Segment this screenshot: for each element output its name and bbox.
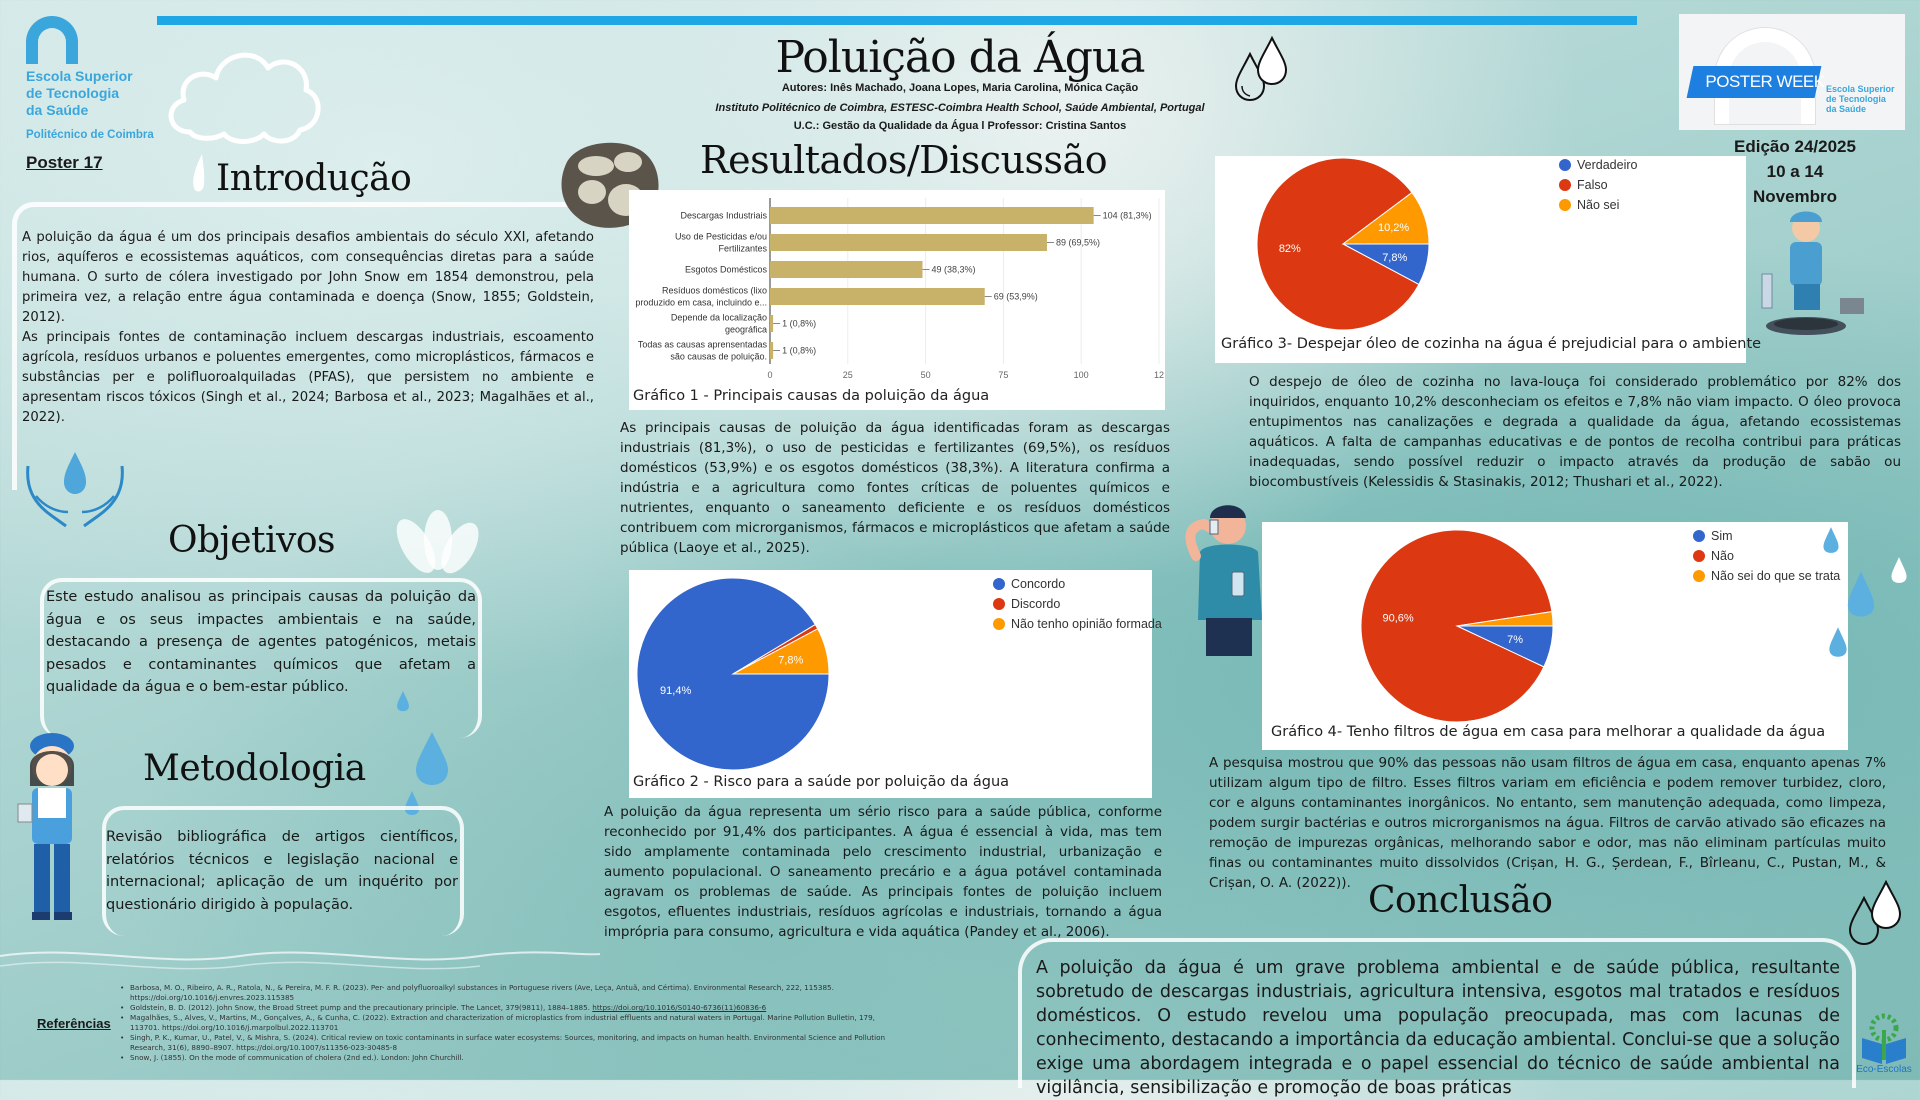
- legend-label: Não tenho opinião formada: [1011, 617, 1162, 631]
- chart-4-panel: [1262, 522, 1848, 750]
- reference-item: • Snow, J. (1855). On the mode of communication of cholera (2nd ed.). London: John Churchill.: [120, 1053, 900, 1063]
- legend-marker: [993, 578, 1005, 590]
- data-label: 1 (0,8%): [782, 345, 817, 356]
- data-label: 1 (0,8%): [782, 318, 817, 329]
- x-tick-label: 25: [842, 370, 853, 380]
- school-line: da Saúde: [1826, 104, 1867, 114]
- slice-label: 10,2%: [1378, 222, 1410, 235]
- legend-label: Não: [1711, 549, 1734, 563]
- data-label: 104 (81,3%): [1102, 210, 1152, 221]
- chart-3-caption: Gráfico 3- Despejar óleo de cozinha na água é prejudicial para o ambiente: [1221, 336, 1762, 352]
- chart-2-pie: [629, 570, 1162, 775]
- slice-label: 82%: [1278, 243, 1301, 256]
- category-label: Todas as causas aprensentadas: [637, 339, 767, 350]
- data-label: 49 (38,3%): [931, 264, 976, 275]
- chart-3-panel: [1215, 156, 1746, 363]
- slice-label: 91,4%: [660, 684, 692, 697]
- edition-dates: 10 a 14: [1766, 162, 1824, 181]
- category-label: geográfica: [724, 324, 767, 335]
- results-text-1: As principais causas de poluição da água identificadas foram as descargas industriais (81,3%), o uso de pesticidas e fertilizantes (69,5%), os resíduos domésticos (53,9%) e os esgotos domésticos (38,3%). A literatura confirma a indústria e a agricultura como fontes críticas de poluentes químicos e nutrientes, enquanto o saneamento deficiente e os resíduos domésticos contribuem com microrganismos, fármacos e microplásticos que afetam a saúde pública (Laoye et al., 2025).: [620, 420, 1170, 556]
- methodology-text: Revisão bibliográfica de artigos científicos, relatórios técnicos e legislação nacional e internacional; aplicação de um inquérito por questionário dirigido à população.: [106, 829, 458, 913]
- bar: [770, 261, 922, 278]
- results-title: Resultados/Discussão: [700, 138, 1108, 182]
- legend-label: Concordo: [1011, 577, 1066, 591]
- logo-line: da Saúde: [26, 102, 89, 118]
- water-drops-icon: [1232, 32, 1292, 102]
- bar: [770, 315, 773, 332]
- chart-2-panel: [629, 570, 1162, 798]
- edition: Edição 24/2025: [1734, 137, 1856, 156]
- bar: [770, 342, 773, 359]
- logo-subtitle: Politécnico de Coimbra: [26, 129, 154, 141]
- legend-marker: [993, 598, 1005, 610]
- legend-marker: [1693, 550, 1705, 562]
- legend-label: Não sei do que se trata: [1711, 569, 1841, 583]
- water-drop-icon: [1890, 556, 1908, 584]
- results-text-2: A poluição da água representa um sério risco para a saúde pública, conforme reconhecido por 91,4% dos participantes. A água é essencial à vida, mas tem sido amplamente contaminada pelo crescimento industrial, urbanização e aumento populacional. O saneamento precário e a água potável contaminada agravam os problemas de saúde. As principais fontes de poluição incluem esgotos, efluentes industriais, resíduos agrícolas e industriais, tornando a água imprópria para consumo, agricultura e vida aquática (Pandey et al., 2006).: [604, 804, 1162, 940]
- drop-icon: [190, 152, 208, 194]
- hands-drop-icon: [22, 446, 128, 536]
- poster-number: Poster 17: [26, 153, 103, 172]
- legend-label: Falso: [1577, 178, 1608, 192]
- water-drop-icon: [1846, 566, 1876, 622]
- chart-4-caption: Gráfico 4- Tenho filtros de água em casa para melhorar a qualidade da água: [1271, 724, 1826, 740]
- plumber-illustration-icon: [1756, 206, 1866, 338]
- introduction-paragraph: A poluição da água é um dos principais desafios ambientais do século XXI, afetando rios, aquíferos e ecossistemas aquáticos, com consequências diretas para a saúde humana. O surto de cólera investigado por John Snow em 1854 demonstrou, pela primeira vez, a relação entre água contaminada e doença (Snow, 1855; Goldstein, 2012).: [22, 230, 594, 325]
- water-drop-icon: [1822, 526, 1840, 554]
- course-info: U.C.: Gestão da Qualidade da Água l Professor: Cristina Santos: [793, 120, 1127, 132]
- chart-3-pie: [1215, 156, 1746, 336]
- legend-label: Verdadeiro: [1577, 158, 1638, 172]
- poster-week-school: [1826, 84, 1895, 114]
- legend-marker: [1559, 159, 1571, 171]
- wave-decoration-icon: [0, 936, 600, 976]
- chart-1-panel: [629, 190, 1165, 410]
- reference-item: • Magalhães, S., Alves, V., Martins, M., Gonçalves, A., & Cunha, C. (2022). Extraction and characterization of microplastics from industrial effluents and natural waters in Portugal. Marine Pollution Bulletin, 179, 113701. https://doi.org/10.1016/j.marpolbul.2022.113701: [120, 1013, 900, 1033]
- x-tick-label: 100: [1073, 370, 1089, 380]
- slice-label: 7,8%: [778, 654, 804, 667]
- water-drops-icon: [1846, 876, 1906, 946]
- eco-escolas-label: Eco-Escolas: [1856, 1064, 1912, 1075]
- legend-marker: [1693, 570, 1705, 582]
- legend-marker: [1559, 199, 1571, 211]
- school-logo-text: [26, 68, 133, 119]
- legend-label: Não sei: [1577, 198, 1620, 212]
- references-list: [120, 983, 900, 1063]
- x-tick-label: 50: [920, 370, 931, 380]
- conclusion-title: Conclusão: [1368, 880, 1553, 921]
- logo-line: de Tecnologia: [26, 85, 120, 101]
- legend-label: Sim: [1711, 529, 1733, 543]
- introduction-title: Introdução: [216, 158, 412, 199]
- poster-week-label: POSTER WEEK: [1705, 72, 1825, 91]
- legend-marker: [1693, 530, 1705, 542]
- reference-item: • Barbosa, M. O., Ribeiro, A. R., Ratola, N., & Pereira, M. F. R. (2023). Per- and polyfluoroalkyl substances in Portuguese rivers (Ave, Leça, Antuã, and Cértima). Environmental Research, 222, 115385. https://doi.org/10.1016/j.envres.2023.115385: [120, 983, 900, 1003]
- x-tick-label: 75: [998, 370, 1009, 380]
- school-line: Escola Superior: [1826, 84, 1895, 94]
- water-drop-icon: [1828, 626, 1848, 658]
- legend-marker: [993, 618, 1005, 630]
- institution: Instituto Politécnico de Coimbra, ESTESC-Coimbra Health School, Saúde Ambiental, Portugal: [715, 102, 1205, 114]
- objectives-title: Objetivos: [168, 520, 335, 561]
- methodology-title: Metodologia: [143, 748, 366, 789]
- introduction-text: [22, 228, 594, 428]
- chart-4-pie: [1262, 522, 1848, 722]
- slice-label: 90,6%: [1382, 612, 1414, 625]
- category-label: Fertilizantes: [718, 243, 767, 254]
- results-text-4: A pesquisa mostrou que 90% das pessoas não usam filtros de água em casa, enquanto apenas 7% utilizam algum tipo de filtro. Esses filtros variam em eficiência e podem remover turbidez, cloro, cor e alguns contaminantes inorgânicos. No entanto, sem manutenção adequada, como limpeza, podem surgir bactérias e outros microrganismos na água. Filtros de carvão ativado são eficazes na remoção de impurezas orgânicas, melhorando sabor e odor, mas não eliminam partículas muito finas ou contaminantes muito dissolvidos (Crișan, H. G., Șerdean, F., Bîrleanu, C., Pustan, M., & Crișan, O. A. (2022)).: [1209, 755, 1886, 891]
- data-label: 89 (69,5%): [1055, 237, 1100, 248]
- x-tick-label: 0: [767, 370, 773, 380]
- school-logo-icon: [26, 16, 78, 64]
- category-label: Resíduos domésticos (lixo: [661, 285, 767, 296]
- bar: [770, 207, 1094, 224]
- data-label: 69 (53,9%): [993, 291, 1038, 302]
- school-line: de Tecnologia: [1826, 94, 1886, 104]
- category-label: produzido em casa, incluindo e...: [635, 297, 767, 308]
- category-label: Descargas Industriais: [680, 210, 767, 221]
- reference-text: Goldstein, B. D. (2012). John Snow, the Broad Street pump and the precautionary principle. The Lancet, 379(9811), 1884–1885.: [130, 1003, 590, 1012]
- category-label: são causas de poluição.: [670, 351, 767, 362]
- objectives-text: Este estudo analisou as principais causas da poluição da água e os seus impactes ambientais e na saúde, destacando a presença de agentes patogénicos, metais pesados e contaminantes químicos que afetam a qualidade da água e o bem-estar público.: [46, 589, 476, 695]
- cloud-icon: [160, 40, 325, 150]
- leaf-decoration-icon: [376, 508, 486, 576]
- x-tick-label: 12: [1153, 370, 1165, 380]
- chart-2-caption: Gráfico 2 - Risco para a saúde por poluição da água: [633, 774, 1010, 790]
- category-label: Depende da localização: [670, 312, 767, 323]
- chart-1-bar: [629, 190, 1165, 390]
- logo-line: Escola Superior: [26, 68, 133, 84]
- conclusion-text: A poluição da água é um grave problema ambiental e de saúde pública, resultante sobretudo de descargas industriais, agricultura intensiva, esgotos mal tratados e resíduos domésticos. O estudo revelou uma população preocupada, mas com lacunas de conhecimento, destacando a importância da educação ambiental. Conclui-se que a solução exige uma abordagem integrada e o papel essencial do técnico de saúde ambiental na vigilância, sensibilização e promoção de boas práticas: [1036, 958, 1840, 1098]
- slice-label: 7%: [1507, 633, 1524, 646]
- reference-item: [120, 1003, 900, 1013]
- results-text-3: O despejo de óleo de cozinha no lava-louça foi considerado problemático por 82% dos inquiridos, enquanto 10,2% desconheciam os efeitos e 7,8% não viam impacto. O óleo provoca entupimentos nas canalizações e degrada a qualidade da água, afetando ecossistemas aquáticos. A falta de campanhas educativas e de pontos de recolha contribui para práticas inadequadas, sendo possível reduzir o impacto através da produção de sabão ou biocombustíveis (Kelessidis & Stasinakis, 2012; Thushari et al., 2022).: [1249, 374, 1901, 490]
- references-label: Referências: [37, 1016, 111, 1031]
- bar: [770, 288, 985, 305]
- top-accent-bar: [157, 16, 1637, 25]
- poster-title: Poluição da Água: [775, 32, 1145, 83]
- introduction-paragraph: As principais fontes de contaminação incluem descargas industriais, escoamento agrícola, resíduos urbanos e poluentes emergentes, como microplásticos, fármacos e substâncias per e polifluoroalquiladas (PFAS), que persistem no ambiente e apresentam riscos tóxicos (Singh et al., 2024; Barbosa et al., 2023; Magalhães et al., 2022).: [22, 330, 594, 425]
- bar: [770, 234, 1047, 251]
- legend-label: Discordo: [1011, 597, 1061, 611]
- category-label: Uso de Pesticidas e/ou: [674, 231, 767, 242]
- category-label: Esgotos Domésticos: [684, 264, 767, 275]
- slice-label: 7,8%: [1382, 251, 1408, 264]
- authors: Autores: Inês Machado, Joana Lopes, Maria Carolina, Mónica Cação: [781, 82, 1139, 94]
- legend-marker: [1559, 179, 1571, 191]
- reference-link[interactable]: https://doi.org/10.1016/S0140-6736(11)60836-6: [592, 1003, 767, 1012]
- water-drop-icon: [396, 690, 410, 712]
- reference-item: • Singh, P. K., Kumar, U., Patel, V., & Mishra, S. (2024). Critical review on toxic contaminants in surface water ecosystems: Sources, monitoring, and impacts on human health. Environmental Science and Pollution Research, 31(6), 8890–8907. https://doi.org/10.1007/s11356-023-30485-8: [120, 1033, 900, 1053]
- chart-1-caption: Gráfico 1 - Principais causas da poluição da água: [633, 388, 990, 404]
- child-illustration-icon: [16, 726, 86, 926]
- edition-month: Novembro: [1752, 187, 1838, 206]
- water-drop-icon: [414, 730, 450, 786]
